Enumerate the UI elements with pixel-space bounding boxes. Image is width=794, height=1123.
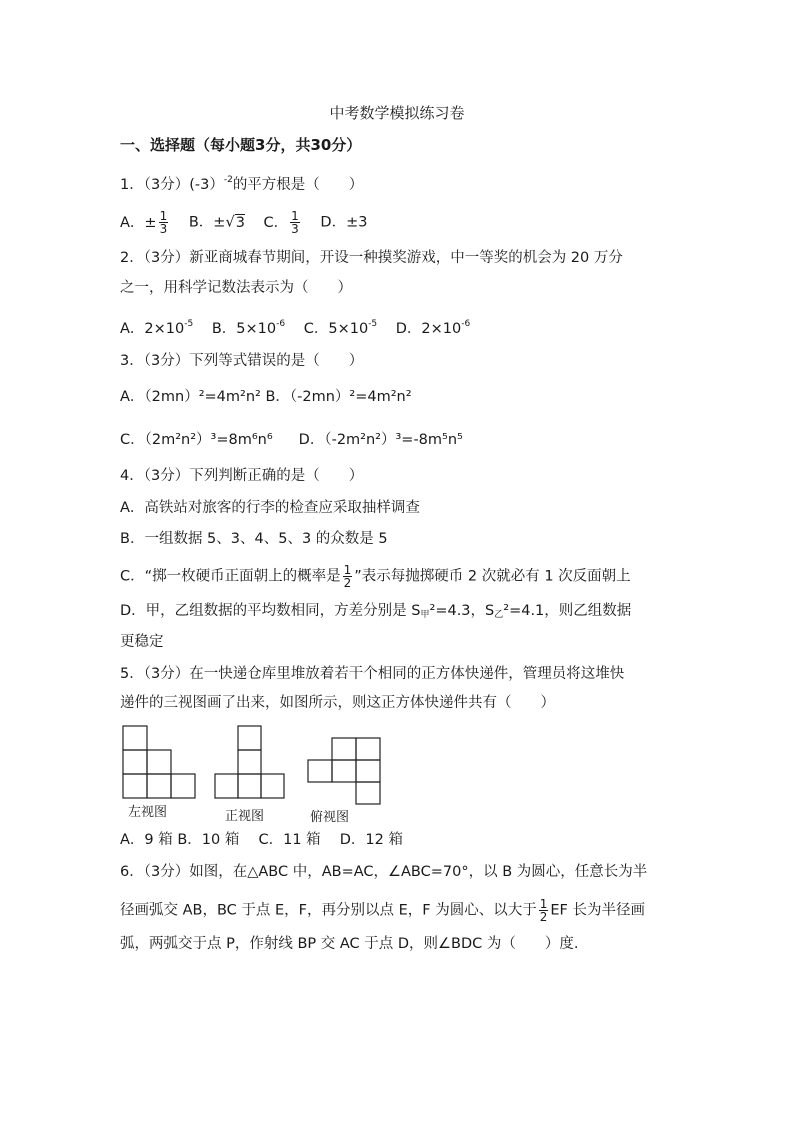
question-1-stem: 1．（3分）(-3）$^{-2}$的平方根是（ ）: [120, 175, 364, 193]
top-view-label: 俯视图: [310, 810, 350, 825]
question-4-option-b: B．一组数据 5、3、4、5、3 的众数是 5: [120, 531, 388, 547]
question-5-line-1: 5．（3分）在一快递仓库里堆放着若干个相同的正方体快递件，管理员将这堆快: [120, 666, 625, 682]
question-4-option-a: A．高铁站对旅客的行李的检查应采取抽样调查: [120, 500, 420, 516]
question-1-options: [120, 210, 367, 235]
question-6-line-3: 弧，两弧交于点 P，作射线 BP 交 AC 于点 D，则∠BDC 为（ ）度.: [120, 936, 579, 952]
question-3-options-cd: C．（2m²n²）³=8m⁶n⁶ D．（-2m²n²）³=-8m⁵n⁵: [120, 432, 463, 448]
q1-option-b: B．±√3: [188, 214, 245, 231]
question-3-options-ab: A．（2mn）²=4m²n² B．（-2mn）²=4m²n²: [120, 389, 412, 405]
question-6-line-1: 6．（3分）如图，在△ABC 中，AB=AC，∠ABC=70°，以 B 为圆心，任意长为半: [120, 864, 648, 880]
question-3-stem: 3．（3分）下列等式错误的是（ ）: [120, 353, 364, 369]
section-heading: 一、选择题（每小题3分，共30分）: [120, 136, 362, 154]
question-5-line-2: 递件的三视图画了出来，如图所示，则这正方体快递件共有（ ）: [120, 695, 555, 711]
top-view-grid: [308, 738, 380, 804]
q1-option-a: A．± $\frac{1}{3}$: [120, 209, 168, 236]
front-view-label: 正视图: [225, 809, 265, 824]
question-6-line-2: 径画弧交 AB，BC 于点 E，F，再分别以点 E，F 为圆心、以大于 $\frac{1}{2}$ EF 长为半径画: [120, 897, 645, 924]
question-4-option-c: C．“掷一枚硬币正面朝上的概率是 $\frac{1}{2}$ ”表示每抛掷硬币 2 次就必有 1 次反面朝上: [120, 563, 631, 590]
page-title: 中考数学模拟练习卷: [329, 104, 465, 122]
question-4-option-d-cont: 更稳定: [120, 634, 164, 650]
question-2-line-1: 2．（3分）新亚商城春节期间，开设一种摸奖游戏，中一等奖的机会为 20 万分: [120, 250, 623, 266]
question-5-options: A．9 箱 B．10 箱 C．11 箱 D．12 箱: [120, 832, 403, 848]
left-view-label: 左视图: [128, 805, 168, 820]
question-4-stem: 4．（3分）下列判断正确的是（ ）: [120, 468, 364, 484]
q1-option-d: D．±3: [320, 214, 368, 231]
question-4-option-d: D．甲，乙组数据的平均数相同，方差分别是 $S_甲^2=4.3$，$S_乙^2=4.1$，则乙组数据: [120, 603, 632, 620]
front-view-grid: [215, 726, 284, 798]
q1-option-c: C． $\frac{1}{3}$: [263, 209, 299, 236]
left-view-grid: [123, 726, 195, 798]
question-2-line-2: 之一，用科学记数法表示为（ ）: [120, 280, 352, 296]
question-2-options: A．$2\times 10^{-5}$ B．$5\times 10^{-6}$ C．$5\times 10^{-5}$ D．$2\times 10^{-6}$: [120, 319, 471, 337]
